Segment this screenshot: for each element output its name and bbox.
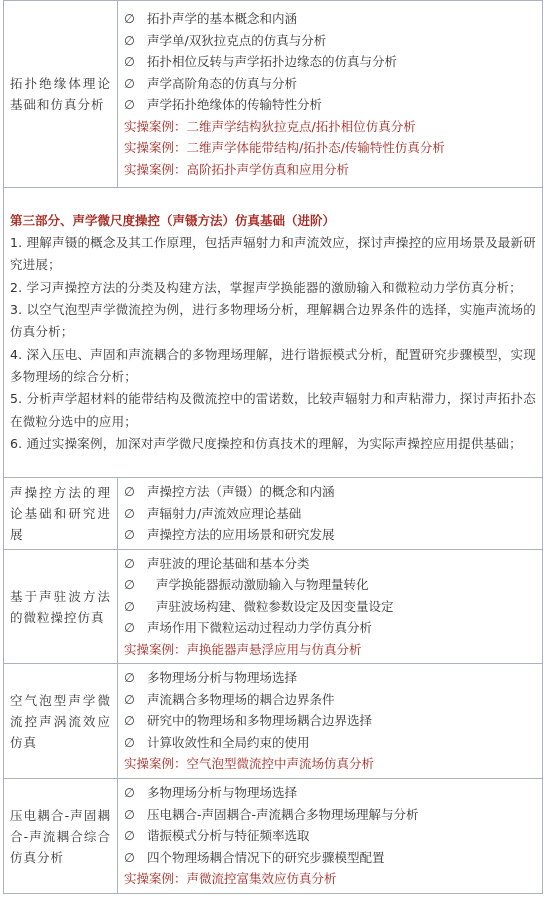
list-item: ∅ 声驻波的理论基础和基本分类 xyxy=(124,553,536,575)
list-item: ∅ 声流耦合多物理场的耦合边界条件 xyxy=(124,689,536,711)
bullet-icon: ∅ xyxy=(124,734,135,750)
table-row xyxy=(4,779,543,894)
items-cell xyxy=(118,664,543,779)
bullet-icon: ∅ xyxy=(124,713,135,729)
list-item: ∅ 四个物理场耦合情况下的研究步骤模型配置 xyxy=(124,847,536,869)
items-cell xyxy=(118,779,543,894)
bullet-icon: ∅ xyxy=(124,527,135,543)
topic-cell: 声操控方法的理论基础和研究进展 xyxy=(4,478,118,550)
topic-cell: 压电耦合-声固耦合-声流耦合综合仿真分析 xyxy=(4,779,118,894)
list-item: ∅ 声场作用下微粒运动过程动力学仿真分析 xyxy=(124,617,536,639)
table-row xyxy=(4,478,543,550)
section-cell xyxy=(4,188,543,478)
list-item: ∅ 研究中的物理场和多物理场耦合边界选择 xyxy=(124,710,536,732)
list-item: ∅ 压电耦合-声固耦合-声流耦合多物理场理解与分析 xyxy=(124,804,536,826)
topic-cell: 拓扑绝缘体理论基础和仿真分析 xyxy=(4,1,118,188)
list-item: ∅ 拓扑相位反转与声学拓扑边缘态的仿真与分析 xyxy=(124,51,536,73)
bullet-icon: ∅ xyxy=(124,54,135,69)
bullet-icon: ∅ xyxy=(124,484,135,500)
case-example: 实操案例：空气泡型微流控中声流场仿真分析 xyxy=(124,756,375,772)
bullet-icon: ∅ xyxy=(124,32,135,48)
list-item: ∅ 声操控方法的应用场景和研究发展 xyxy=(124,524,536,546)
section-point: 5. 分析声学超材料的能带结构及微流控中的雷诺数，比较声辐射力和声粘滞力，探讨声拓扑态在微粒分选中的应用； xyxy=(10,391,536,429)
list-item: ∅ 声学高阶角态的仿真与分析 xyxy=(124,73,536,95)
bullet-icon: ∅ xyxy=(124,505,135,521)
section-point: 2. 学习声操控方法的分类及构建方法，掌握声学换能器的激励输入和微粒动力学仿真分析； xyxy=(10,279,522,295)
list-item: ∅ 声学单/双狄拉克点的仿真与分析 xyxy=(124,30,536,52)
list-item: ∅ 多物理场分析与物理场选择 xyxy=(124,782,536,804)
bullet-icon: ∅ xyxy=(124,97,135,112)
case-example: 实操案例：二维声学结构狄拉克点/拓扑相位仿真分析 xyxy=(124,118,416,134)
list-item: ∅ 声驻波场构建、微粒参数设定及因变量设定 xyxy=(124,596,536,618)
bullet-icon: ∅ xyxy=(124,828,135,844)
section-row xyxy=(4,188,543,478)
section-point: 3. 以空气泡型声学微流控为例，进行多物理场分析，理解耦合边界条件的选择，实施声流场的仿真分析； xyxy=(10,302,536,340)
bullet-icon: ∅ xyxy=(124,75,135,91)
section-title: 第三部分、声学微尺度操控（声镊方法）仿真基础（进阶） xyxy=(10,212,336,228)
items-cell xyxy=(118,478,543,550)
topic-cell: 空气泡型声学微流控声涡流效应仿真 xyxy=(4,664,118,779)
list-item: ∅ 计算收敛性和全局约束的使用 xyxy=(124,732,536,754)
section-point: 4. 深入压电、声固和声流耦合的多物理场理解，进行谐振模式分析，配置研究步骤模型，实现多物理场的综合分析； xyxy=(10,346,536,384)
topic-cell: 基于声驻波方法的微粒操控仿真 xyxy=(4,550,118,664)
items-cell xyxy=(118,550,543,664)
items-cell xyxy=(118,1,543,188)
table-row xyxy=(4,550,543,664)
bullet-icon: ∅ xyxy=(124,555,135,571)
table-row xyxy=(4,1,543,188)
case-example: 实操案例：声换能器声悬浮应用与仿真分析 xyxy=(124,641,362,657)
bullet-icon: ∅ xyxy=(124,691,135,707)
bullet-icon: ∅ xyxy=(124,577,135,593)
bullet-icon: ∅ xyxy=(124,849,135,865)
table-row xyxy=(4,664,543,779)
list-item: ∅ 拓扑声学的基本概念和内涵 xyxy=(124,8,536,30)
case-example: 实操案例：二维声学体能带结构/拓扑态/传输特性仿真分析 xyxy=(124,140,445,155)
case-example: 实操案例：高阶拓扑声学仿真和应用分析 xyxy=(124,161,350,177)
bullet-icon: ∅ xyxy=(124,785,135,801)
list-item: ∅ 声学换能器振动激励输入与物理量转化 xyxy=(124,574,536,596)
list-item: ∅ 声学拓扑绝缘体的传输特性分析 xyxy=(124,94,536,116)
section-point: 1. 理解声镊的概念及其工作原理，包括声辐射力和声流效应，探讨声操控的应用场景及最新研究进展； xyxy=(10,235,536,273)
bullet-icon: ∅ xyxy=(124,11,135,26)
list-item: ∅ 多物理场分析与物理场选择 xyxy=(124,667,536,689)
list-item: ∅ 声操控方法（声镊）的概念和内涵 xyxy=(124,481,536,503)
list-item: ∅ 声辐射力/声流效应理论基础 xyxy=(124,503,536,525)
bullet-icon: ∅ xyxy=(124,620,135,636)
course-table xyxy=(3,0,543,894)
bullet-icon: ∅ xyxy=(124,670,135,686)
list-item: ∅ 谐振模式分析与特征频率选取 xyxy=(124,825,536,847)
case-example: 实操案例：声微流控富集效应仿真分析 xyxy=(124,871,337,887)
section-point: 6. 通过实操案例，加深对声学微尺度操控和仿真技术的理解，为实际声操控应用提供基础； xyxy=(10,435,522,451)
bullet-icon: ∅ xyxy=(124,598,135,614)
bullet-icon: ∅ xyxy=(124,806,135,822)
